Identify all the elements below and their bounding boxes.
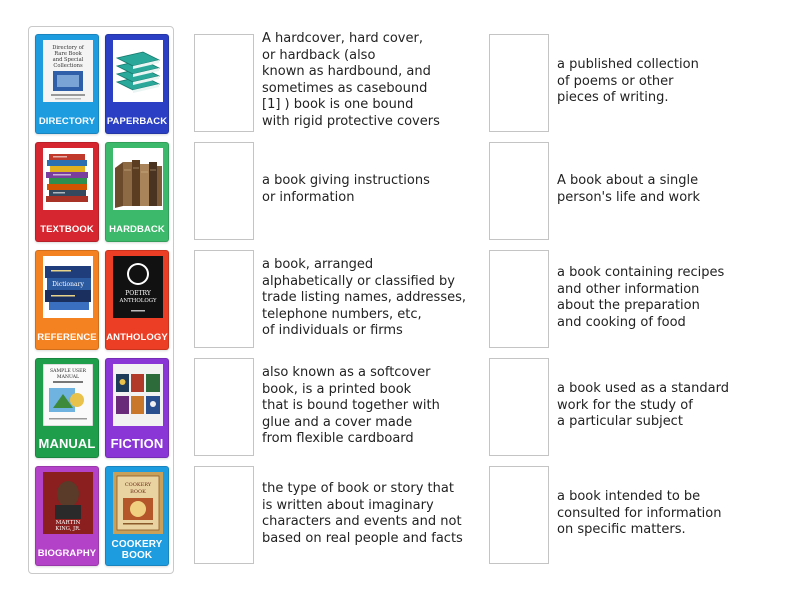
definition-cookery-book: a book containing recipes and other information about the preparation and cooking of food bbox=[557, 265, 725, 330]
biography-book-cover-icon bbox=[43, 472, 93, 534]
tile-label: HARDBACK bbox=[109, 224, 165, 235]
tile-anthology[interactable] bbox=[105, 250, 169, 350]
tile-label: MANUAL bbox=[38, 436, 96, 451]
svg-text:MARTIN: MARTIN bbox=[55, 520, 81, 526]
definition-anthology: a published collection of poems or other pieces of writing. bbox=[557, 57, 699, 105]
tile-label: DIRECTORY bbox=[38, 116, 96, 127]
svg-text:Directory of: Directory of bbox=[52, 45, 84, 51]
svg-text:COOKERY: COOKERY bbox=[124, 482, 152, 488]
paperback-books-icon bbox=[113, 40, 163, 102]
tile-label: REFERENCE bbox=[37, 332, 97, 343]
drop-slot[interactable] bbox=[194, 466, 254, 564]
definition-paperback: also known as a softcover book, is a printed book that is bound together with glue and a cover made from flexible cardboard bbox=[262, 365, 440, 446]
svg-text:Collections: Collections bbox=[53, 63, 83, 69]
drop-slot[interactable] bbox=[194, 142, 254, 240]
drop-slot[interactable] bbox=[489, 34, 549, 132]
reference-books-icon bbox=[43, 256, 93, 318]
directory-book-cover-icon bbox=[43, 40, 93, 102]
svg-text:KING, JR.: KING, JR. bbox=[55, 526, 81, 532]
svg-text:and Special: and Special bbox=[52, 57, 84, 63]
svg-text:SAMPLE USER: SAMPLE USER bbox=[50, 369, 86, 374]
definition-biography: A book about a single person's life and work bbox=[557, 173, 701, 205]
tile-fiction[interactable] bbox=[105, 358, 169, 458]
svg-text:Rare Book: Rare Book bbox=[54, 51, 82, 57]
tile-label: ANTHOLOGY bbox=[106, 332, 168, 343]
tile-label: BIOGRAPHY bbox=[37, 548, 97, 559]
definition-manual: a book giving instructions or information bbox=[262, 173, 430, 205]
svg-text:POETRY: POETRY bbox=[125, 290, 151, 297]
drop-slot[interactable] bbox=[489, 358, 549, 456]
definition-reference: a book intended to be consulted for information on specific matters. bbox=[557, 489, 722, 537]
drop-slot[interactable] bbox=[194, 250, 254, 348]
definition-hardback: A hardcover, hard cover, or hardback (also known as hardbound, and sometimes as casebound [1] ) book is one bound with rigid protective covers bbox=[262, 31, 440, 129]
hardback-books-icon bbox=[113, 148, 163, 210]
tile-label: TEXTBOOK bbox=[40, 224, 94, 235]
svg-text:ANTHOLOGY: ANTHOLOGY bbox=[119, 298, 157, 304]
fiction-book-covers-icon bbox=[113, 364, 163, 426]
definition-textbook: a book used as a standard work for the study of a particular subject bbox=[557, 381, 729, 429]
svg-text:BOOK: BOOK bbox=[130, 489, 146, 495]
tile-manual[interactable] bbox=[35, 358, 99, 458]
tile-reference[interactable] bbox=[35, 250, 99, 350]
definition-directory: a book, arranged alphabetically or classified by trade listing names, addresses, telephone numbers, etc, of individuals or firms bbox=[262, 257, 467, 338]
textbook-stack-icon bbox=[43, 148, 93, 210]
svg-text:Dictionary: Dictionary bbox=[52, 281, 84, 288]
poetry-anthology-cover-icon bbox=[113, 256, 163, 318]
drop-slot[interactable] bbox=[489, 142, 549, 240]
drop-slot[interactable] bbox=[194, 34, 254, 132]
tile-label: FICTION bbox=[110, 436, 164, 451]
drop-slot[interactable] bbox=[194, 358, 254, 456]
tile-hardback[interactable] bbox=[105, 142, 169, 242]
sample-user-manual-cover-icon bbox=[43, 364, 93, 426]
drop-slot[interactable] bbox=[489, 466, 549, 564]
definition-fiction: the type of book or story that is written about imaginary characters and events and not based on real people and facts bbox=[262, 481, 463, 546]
tile-label: PAPERBACK bbox=[106, 116, 168, 127]
tile-paperback[interactable] bbox=[105, 34, 169, 134]
tile-cookery-book[interactable] bbox=[105, 466, 169, 566]
tile-label: COOKERY BOOK bbox=[111, 539, 163, 561]
tile-biography[interactable] bbox=[35, 466, 99, 566]
tile-textbook[interactable] bbox=[35, 142, 99, 242]
tile-directory[interactable] bbox=[35, 34, 99, 134]
svg-text:MANUAL: MANUAL bbox=[56, 375, 80, 380]
cookery-book-cover-icon bbox=[113, 472, 163, 534]
drop-slot[interactable] bbox=[489, 250, 549, 348]
